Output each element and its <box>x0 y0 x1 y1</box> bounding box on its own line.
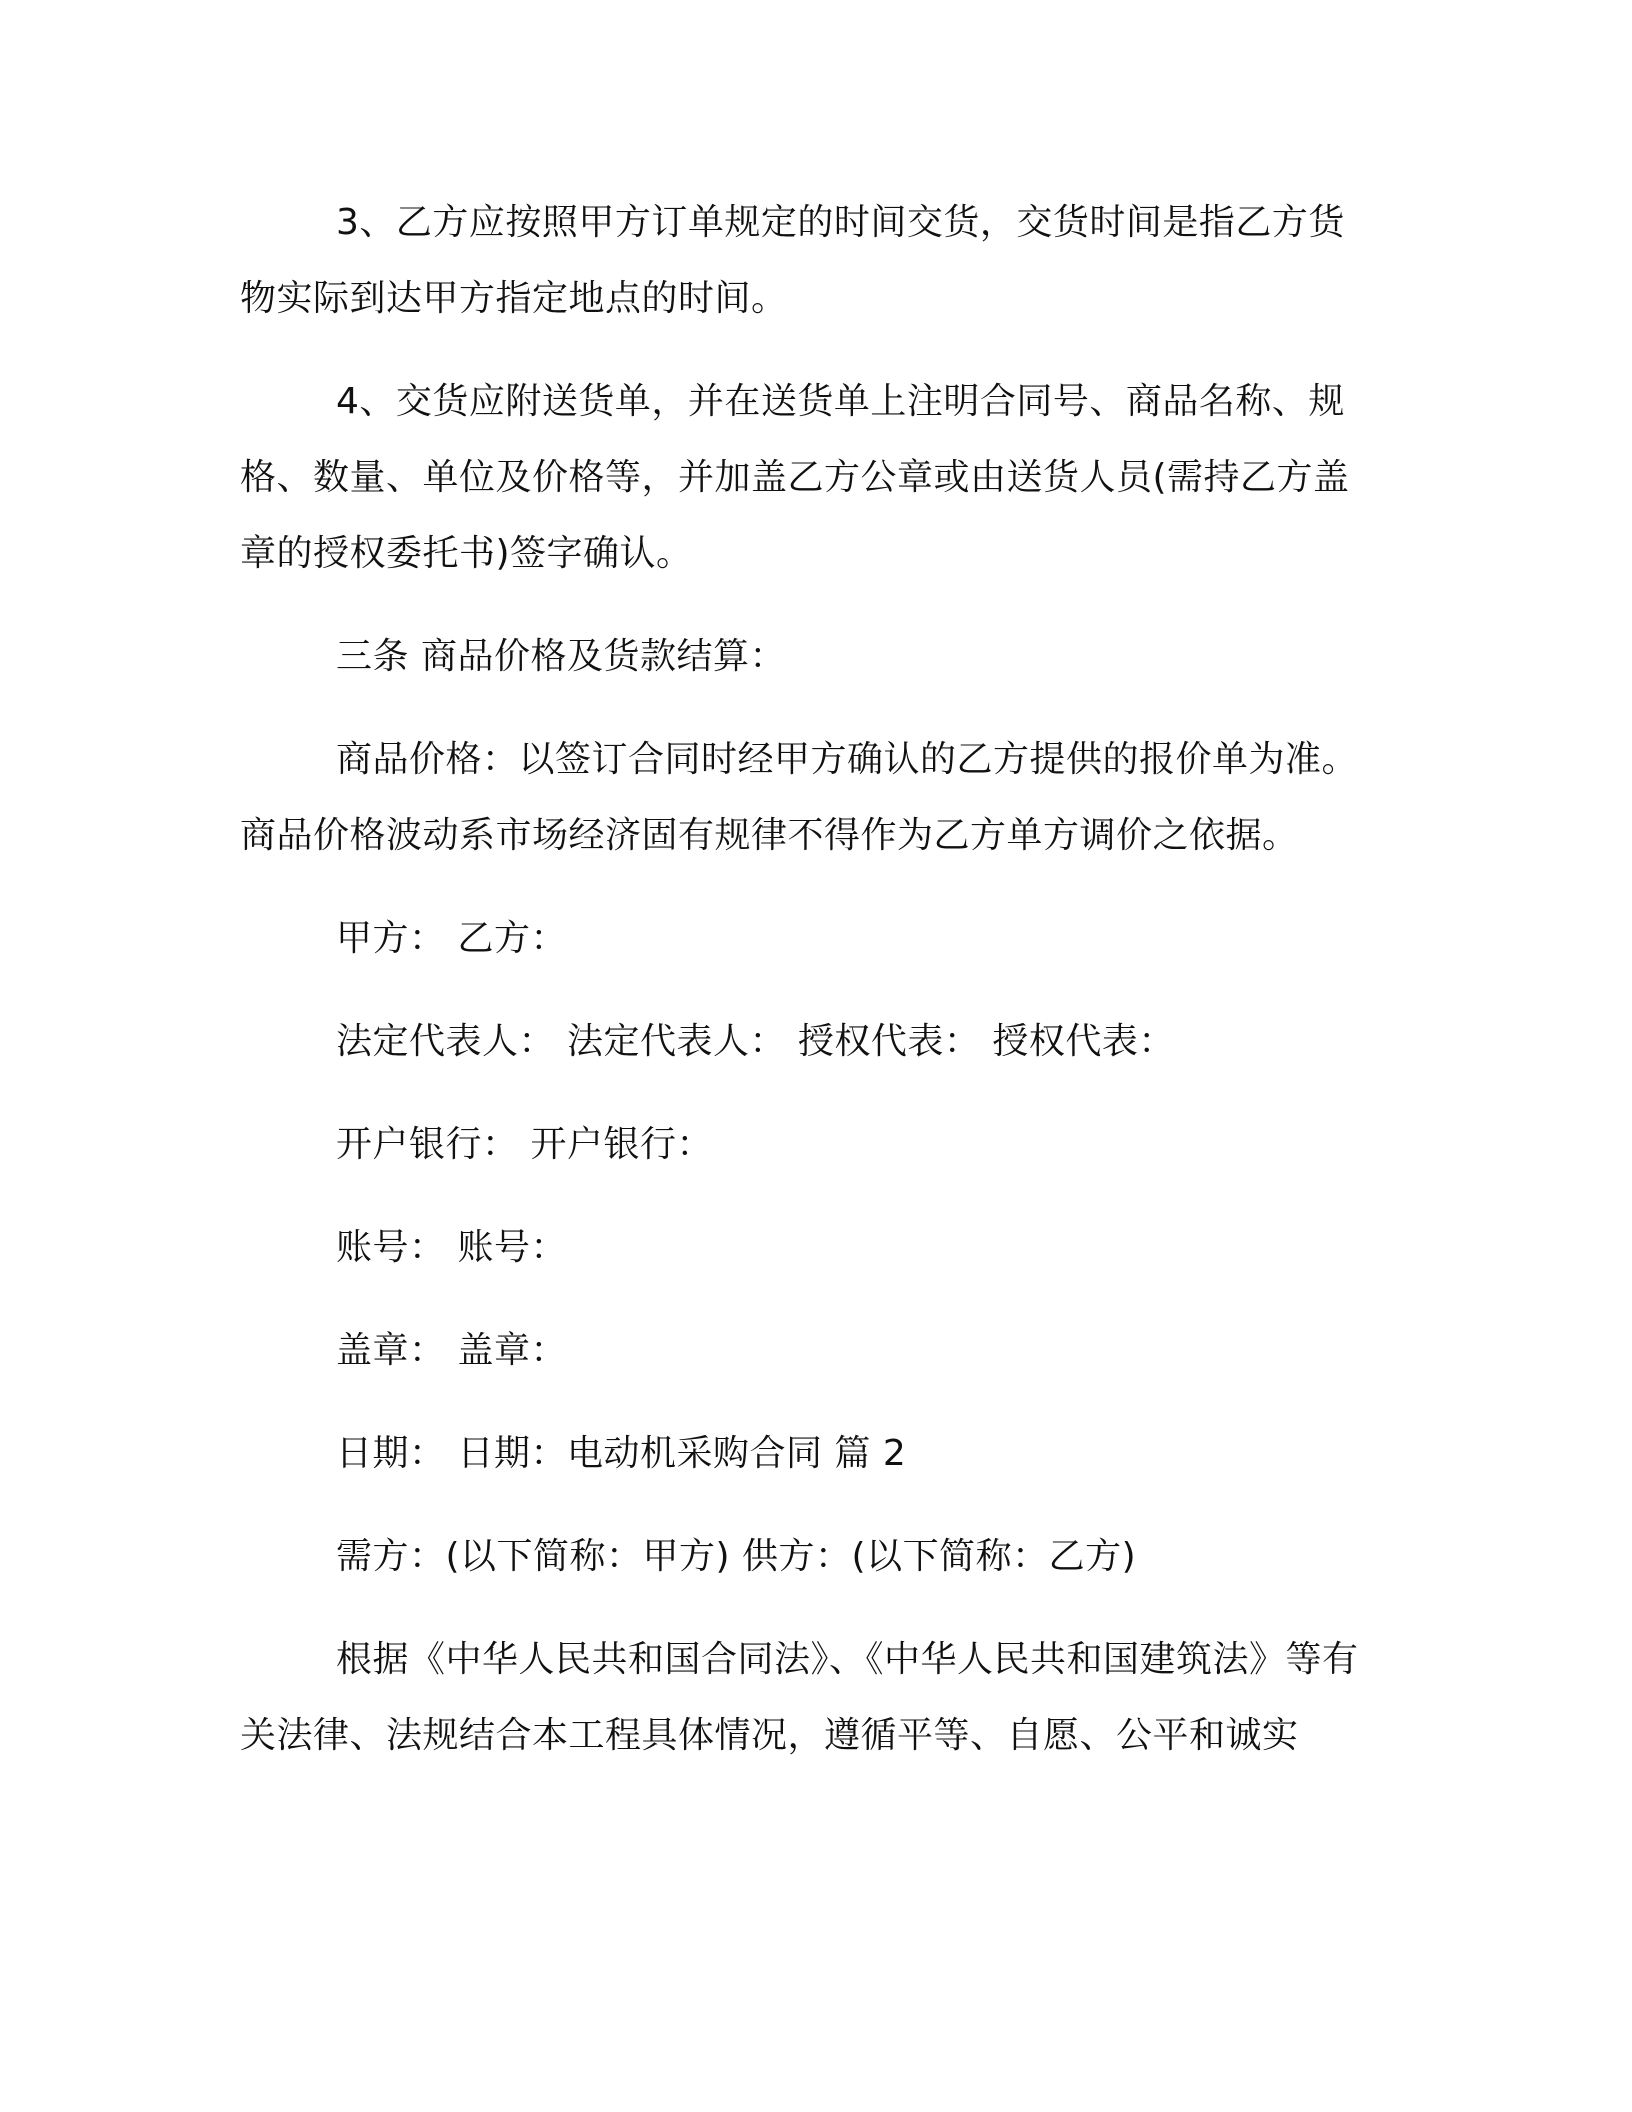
section-heading-price-settlement: 三条 商品价格及货款结算： <box>336 636 786 677</box>
legal-basis-paragraph: 根据《中华人民共和国合同法》、《中华人民共和国建筑法》等有关法律、法规结合本工程具体情况，遵循平等、自愿、公平和诚实 <box>240 1639 1359 1756</box>
price-clause: 商品价格：以签订合同时经甲方确认的乙方提供的报价单为准。商品价格波动系市场经济固有规律不得作为乙方单方调价之依据。 <box>240 739 1359 856</box>
signature-representative-line: 法定代表人： 法定代表人： 授权代表： 授权代表： <box>336 1021 1175 1062</box>
signature-party-line: 甲方： 乙方： <box>336 918 567 959</box>
signature-bank-line: 开户银行： 开户银行： <box>336 1124 713 1165</box>
parties-line: 需方：(以下简称：甲方) 供方：(以下简称：乙方) <box>336 1536 1137 1577</box>
clause-4-delivery-note: 4、交货应附送货单，并在送货单上注明合同号、商品名称、规格、数量、单位及价格等，并加盖乙方公章或由送货人员(需持乙方盖章的授权委托书)签字确认。 <box>240 381 1350 574</box>
document-body <box>240 185 1380 1801</box>
signature-seal-line: 盖章： 盖章： <box>336 1330 567 1371</box>
signature-account-line: 账号： 账号： <box>336 1227 567 1268</box>
signature-date-and-next-title: 日期： 日期：电动机采购合同 篇 2 <box>336 1433 907 1474</box>
clause-3-delivery-time: 3、乙方应按照甲方订单规定的时间交货，交货时间是指乙方货物实际到达甲方指定地点的时间。 <box>240 202 1345 319</box>
